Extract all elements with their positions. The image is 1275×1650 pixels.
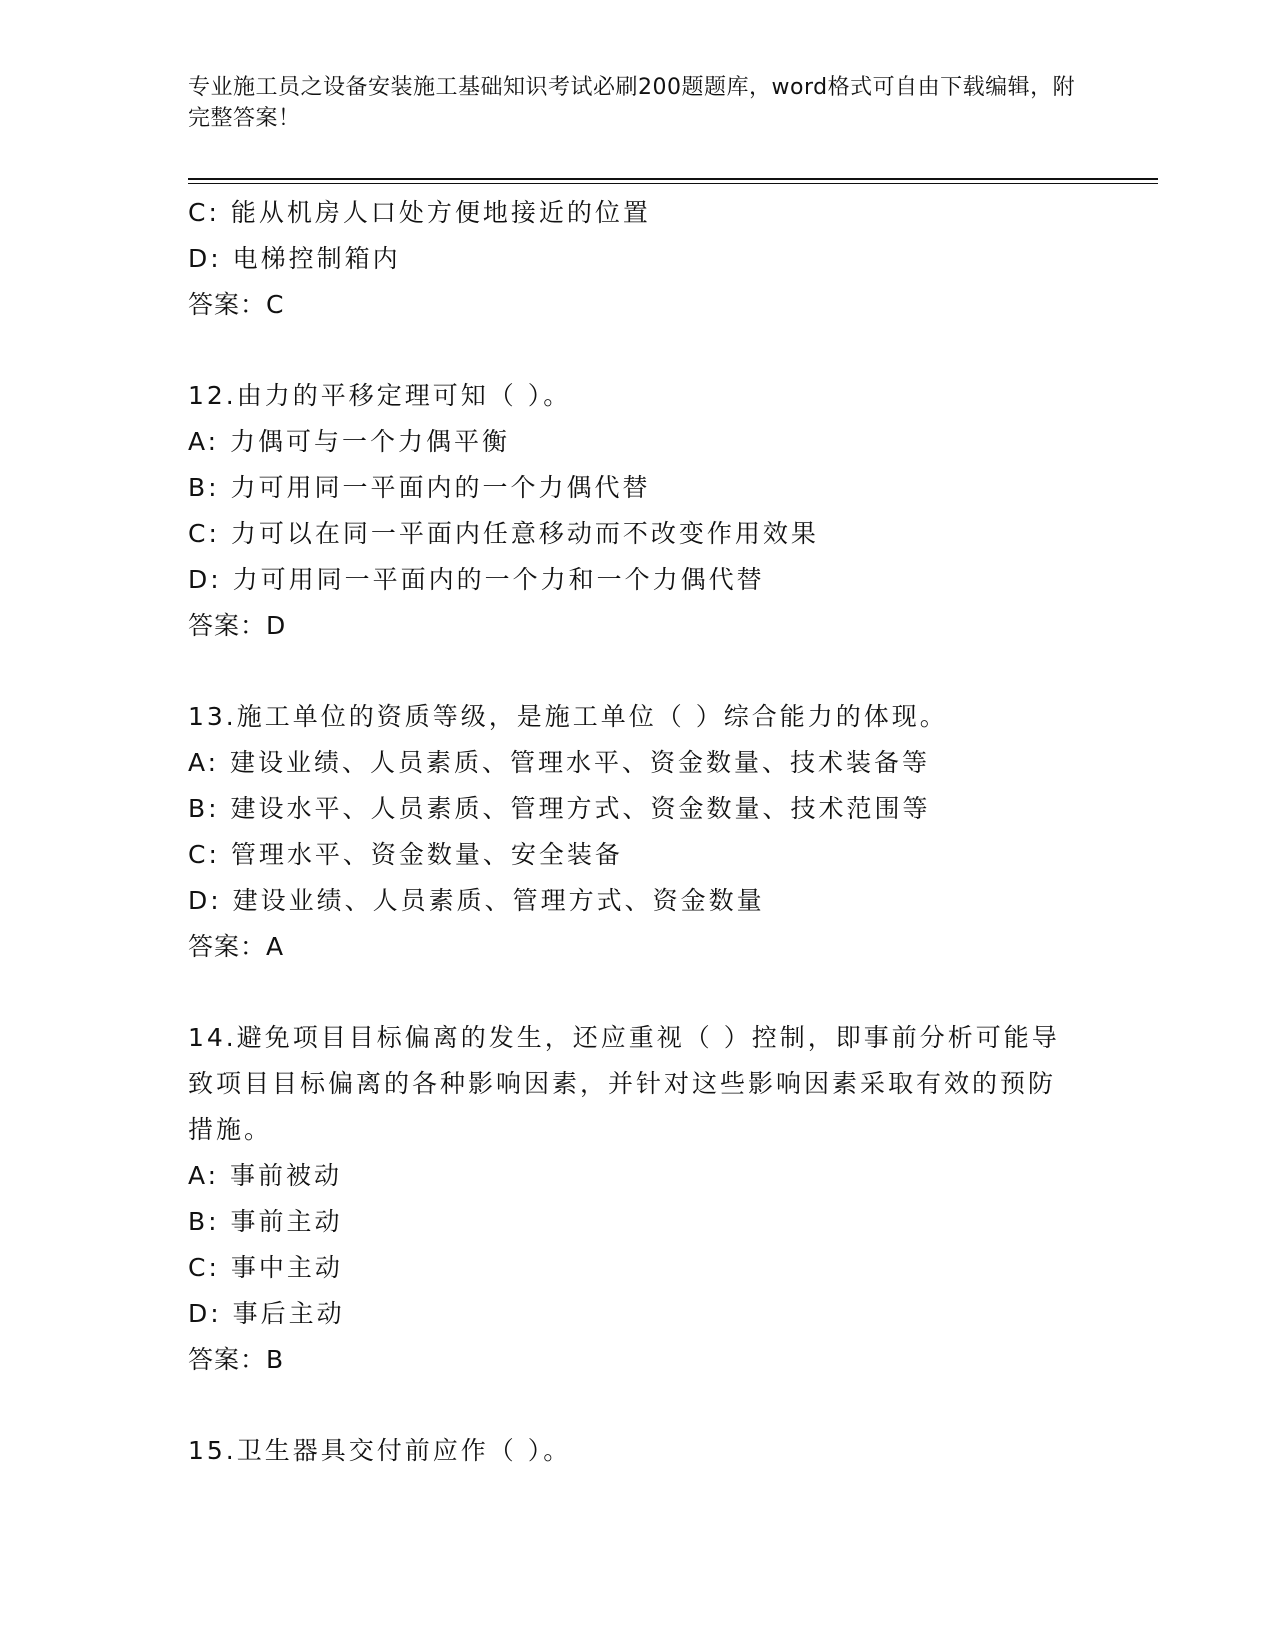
option-c: C: 能从机房人口处方便地接近的位置 <box>188 198 651 227</box>
question-13 <box>188 694 1088 970</box>
option-c: C: 力可以在同一平面内任意移动而不改变作用效果 <box>188 519 819 548</box>
question-stem: 14.避免项目目标偏离的发生，还应重视（ ）控制，即事前分析可能导致项目目标偏离的各种影响因素，并针对这些影响因素采取有效的预防措施。 <box>188 1023 1060 1144</box>
header-rule-thick <box>188 178 1158 180</box>
option-c: C: 管理水平、资金数量、安全装备 <box>188 840 623 869</box>
header-rule-thin <box>188 183 1158 184</box>
option-b: B: 建设水平、人员素质、管理方式、资金数量、技术范围等 <box>188 794 931 823</box>
option-b: B: 力可用同一平面内的一个力偶代替 <box>188 473 651 502</box>
option-a: A: 建设业绩、人员素质、管理水平、资金数量、技术装备等 <box>188 748 931 777</box>
option-a: A: 力偶可与一个力偶平衡 <box>188 427 511 456</box>
option-a: A: 事前被动 <box>188 1161 343 1190</box>
answer-line: 答案：D <box>188 611 287 640</box>
option-b: B: 事前主动 <box>188 1207 343 1236</box>
document-body <box>188 190 1088 1474</box>
option-d: D: 事后主动 <box>188 1299 345 1328</box>
question-stem: 13.施工单位的资质等级，是施工单位（ ）综合能力的体现。 <box>188 702 948 731</box>
question-stem: 12.由力的平移定理可知（ ）。 <box>188 381 572 410</box>
option-d: D: 建设业绩、人员素质、管理方式、资金数量 <box>188 886 765 915</box>
answer-line: 答案：A <box>188 932 285 961</box>
question-stem: 15.卫生器具交付前应作（ ）。 <box>188 1436 572 1465</box>
option-d: D: 力可用同一平面内的一个力和一个力偶代替 <box>188 565 765 594</box>
question-12 <box>188 373 1088 649</box>
question-15 <box>188 1428 1088 1474</box>
previous-question-tail <box>188 190 1088 328</box>
answer-line: 答案：B <box>188 1345 285 1374</box>
document-header: 专业施工员之设备安装施工基础知识考试必刷200题题库，word格式可自由下载编辑，附完整答案！ <box>188 75 1076 131</box>
question-14 <box>188 1015 1088 1383</box>
option-d: D: 电梯控制箱内 <box>188 244 401 273</box>
answer-line: 答案：C <box>188 290 285 319</box>
option-c: C: 事中主动 <box>188 1253 343 1282</box>
